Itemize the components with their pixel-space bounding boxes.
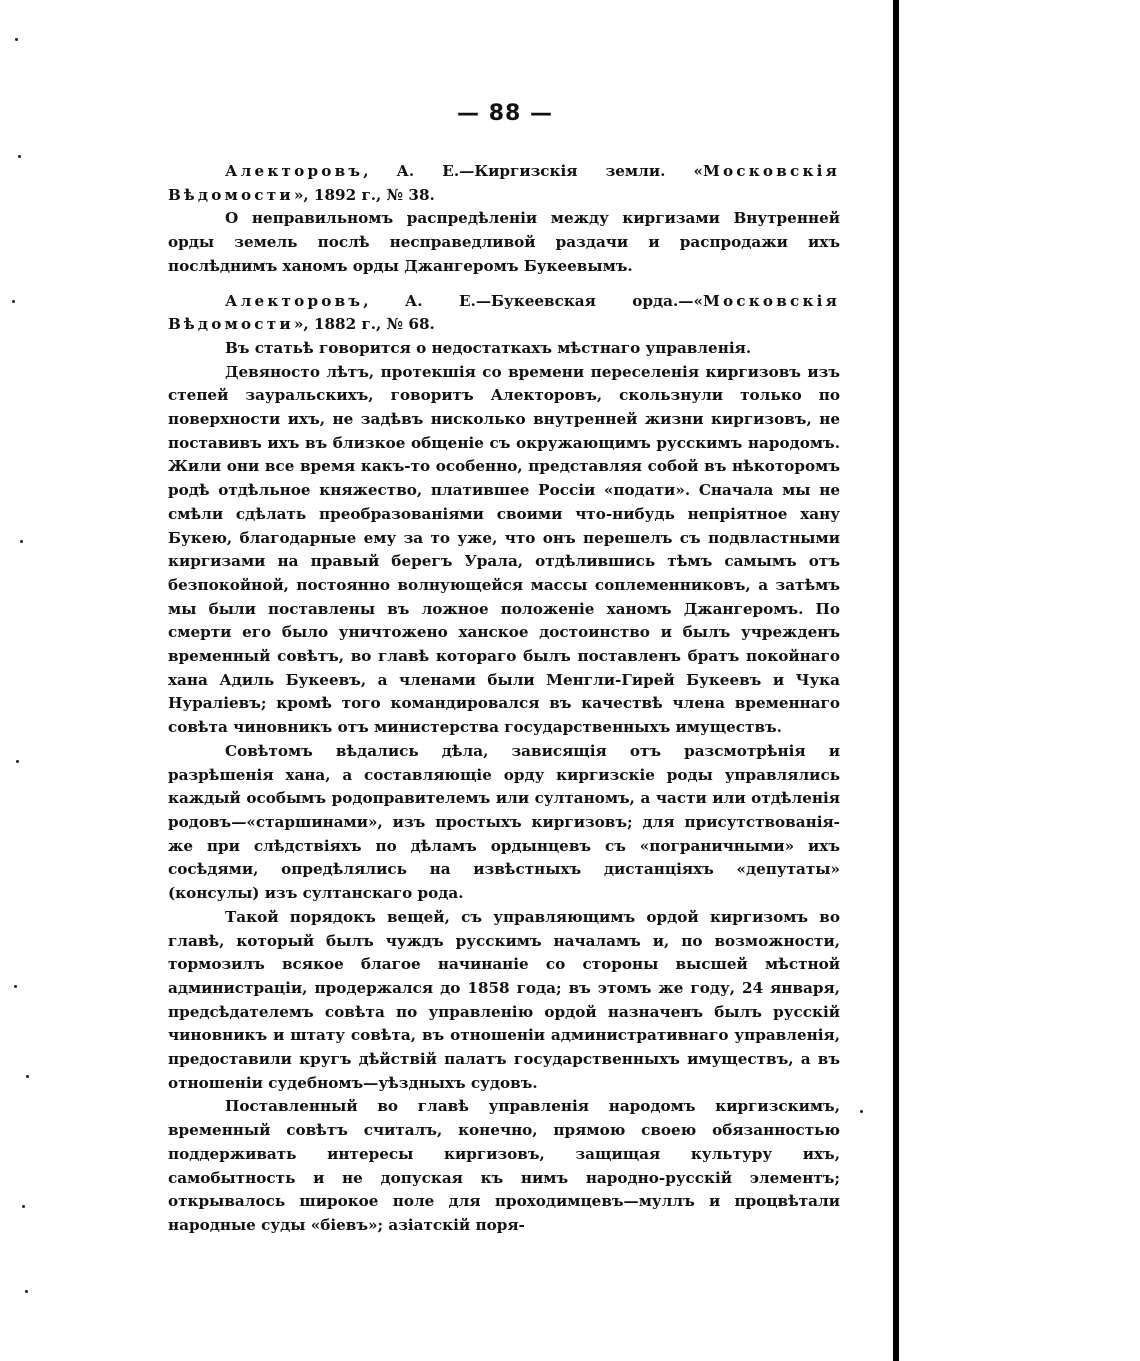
entry-author: Алекторовъ	[225, 291, 364, 310]
bibliography-entry	[168, 290, 840, 1238]
scan-speck	[18, 155, 21, 158]
entry-annotation: О неправильномъ распредѣленіи между киргизами Внутренней орды земель послѣ несправедливой раздачи и распродажи ихъ послѣднимъ ханомъ орды Джангеромъ Букеевымъ.	[168, 209, 840, 275]
scan-speck	[14, 985, 17, 988]
page-number: — 88 —	[457, 101, 553, 126]
body-paragraph: Поставленный во главѣ управленія народомъ киргизскимъ, временный совѣтъ считалъ, конечно, прямою своею обязанностью поддерживать интересы киргизовъ, защищая культуру ихъ, самобытность и не допуская къ нимъ народно-русскій элементъ; открывалось широкое поле для проходимцевъ—муллъ и процвѣтали народные суды «біевъ»; азіатскій поря-	[168, 1097, 840, 1234]
entry-journal: Московскія Вѣдомости	[168, 291, 840, 334]
entry-heading	[168, 160, 840, 207]
bibliography-entry	[168, 160, 840, 279]
body-paragraph: Такой порядокъ вещей, съ управляющимъ ордой киргизомъ во главѣ, который былъ чуждъ русскимъ началамъ и, по возможности, тормозилъ всякое благое начинаніе со стороны высшей мѣстной администраціи, продержался до 1858 года; въ этомъ же году, 24 января, предсѣдателемъ совѣта по управленію ордой назначенъ былъ русскій чиновникъ и штату совѣта, въ отношеніи административнаго управленія, предоставили кругъ дѣйствій палатъ государственныхъ имуществъ, а въ отношеніи судебномъ—уѣздныхъ судовъ.	[168, 907, 840, 1092]
entry-author: Алекторовъ	[225, 162, 364, 180]
text-column	[168, 160, 840, 1249]
scan-speck	[26, 1075, 29, 1078]
binding-edge-rule	[893, 0, 899, 1361]
scan-speck	[15, 38, 18, 41]
entry-title: , А. Е.—Букеевская орда.—«	[363, 291, 703, 310]
body-paragraph: Совѣтомъ вѣдались дѣла, зависящія отъ разсмотрѣнія и разрѣшенія хана, а составляющіе орду киргизскіе роды управлялись каждый особымъ родоправителемъ или султаномъ, а части или отдѣленія родовъ—«старшинами», изъ простыхъ киргизовъ; для присутствованія-же при слѣдствіяхъ по дѣламъ ордынцевъ съ «пограничными» ихъ сосѣдями, опредѣлялись на извѣстныхъ дистанціяхъ «депутаты» (консулы) изъ султанскаго рода.	[168, 741, 840, 903]
scan-speck	[20, 540, 23, 543]
scan-speck	[25, 1290, 28, 1293]
scan-speck	[16, 760, 19, 763]
scan-speck	[22, 1205, 25, 1208]
entry-title: , А. Е.—Киргизскія земли. «	[363, 162, 703, 180]
entry-heading	[168, 290, 840, 337]
entry-citation: », 1882 г., № 68.	[293, 315, 435, 334]
entry-citation: », 1892 г., № 38.	[293, 185, 435, 204]
entry-annotation: Въ статьѣ говорится о недостаткахъ мѣстнаго управленія.	[225, 338, 752, 357]
entry-journal: Московскія Вѣдомости	[168, 162, 840, 204]
scan-speck	[860, 1110, 863, 1113]
body-paragraph: Девяносто лѣтъ, протекшія со времени переселенія киргизовъ изъ степей зауральскихъ, говоритъ Алекторовъ, скользнули только по поверхности ихъ, не задѣвъ нисколько внутренней жизни киргизовъ, не поставивъ ихъ въ близкое общеніе съ окружающимъ русскимъ народомъ. Жили они все время какъ-то особенно, представляя собой въ нѣкоторомъ родѣ отдѣльное княжество, платившее Россіи «подати». Сначала мы не смѣли сдѣлать преобразованіями своими что-нибудь непріятное хану Букею, благодарные ему за то уже, что онъ перешелъ съ подвластными киргизами на правый берегъ Урала, отдѣлившись тѣмъ самымъ отъ безпокойной, постоянно волнующейся массы соплеменниковъ, а затѣмъ мы были поставлены въ ложное положеніе ханомъ Джангеромъ. По смерти его было уничтожено ханское достоинство и былъ учрежденъ временный совѣтъ, во главѣ котораго былъ поставленъ братъ покойнаго хана Адиль Букеевъ, а членами были Менгли-Гирей Букеевъ и Чука Нуралiевъ; кромѣ того командировался въ качествѣ члена временнаго совѣта чиновникъ отъ министерства государственныхъ имуществъ.	[168, 362, 840, 737]
scan-speck	[12, 300, 15, 303]
